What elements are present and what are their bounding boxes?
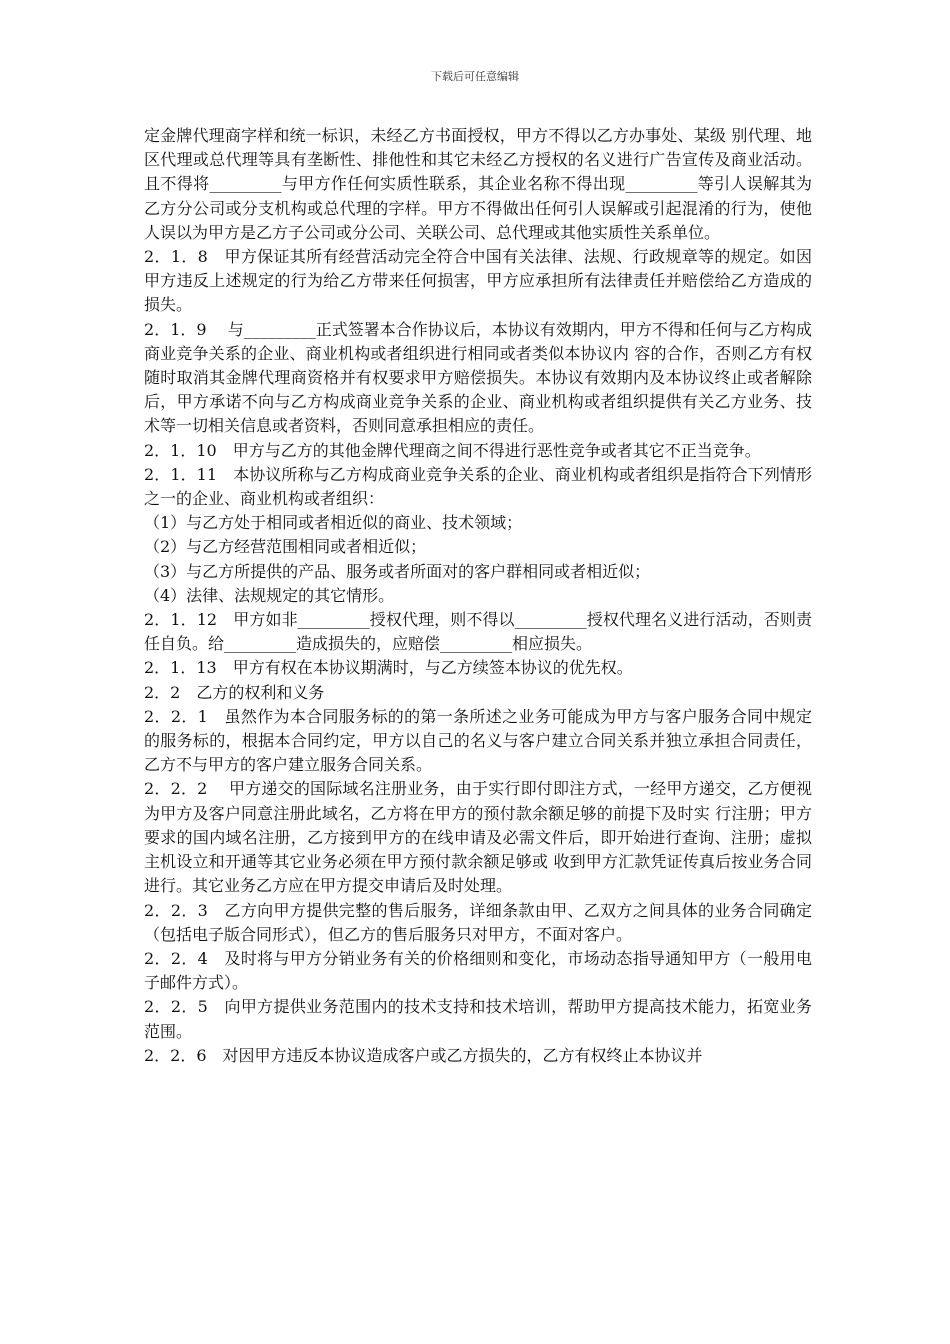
clause-2-1-8: 2．1．8 甲方保证其所有经营活动完全符合中国有关法律、法规、行政规章等的规定。如因甲方违反上述规定的行为给乙方带来任何损害，甲方应承担所有法律责任并赔偿给乙方造成的损失。 [144,247,812,315]
clause-2-2-6: 2．2．6 对因甲方违反本协议造成客户或乙方损失的，乙方有权终止本协议并 [144,1045,703,1065]
list-item-4: （4）法律、法规规定的其它情形。 [144,585,395,605]
clause-2-1-9: 2．1．9 与_________正式签署本合作协议后，本协议有效期内，甲方不得和任何与乙方构成商业竞争关系的企业、商业机构或者组织进行相同或者类似本协议内 容的合作，否则乙方有权随时取消其金牌代理商资格并有权要求甲方赔偿损失。本协议有效期内及本协议终止或者解除后，甲方承诺不向与乙方构成商业竞争关系的企业、商业机构或者组织提供有关乙方业务、技术等一切相关信息或者资料，否则同意承担相应的责任。 [144,319,812,436]
section-2-2-heading: 2．2 乙方的权利和义务 [144,682,325,702]
document-body [144,124,812,1068]
clause-2-1-11: 2．1．11 本协议所称与乙方构成商业竞争关系的企业、商业机构或者组织是指符合下列情形之一的企业、商业机构或者组织： [144,464,812,509]
clause-2-1-13: 2．1．13 甲方有权在本协议期满时，与乙方续签本协议的优先权。 [144,658,633,678]
clause-2-2-4: 2．2．4 及时将与甲方分销业务有关的价格细则和变化，市场动态指导通知甲方（一般用电子邮件方式）。 [144,948,812,993]
paragraph: 定金牌代理商字样和统一标识，未经乙方书面授权，甲方不得以乙方办事处、某级 别代理、地区代理或总代理等具有垄断性、排他性和其它未经乙方授权的名义进行广告宣传及商业活动。且不得将_________与甲方作任何实质性联系，其企业名称不得出现_________等引人误解其为乙方分公司或分支机构或总代理的字样。甲方不得做出任何引人误解或引起混淆的行为，使他人误以为甲方是乙方子公司或分公司、关联公司、总代理或其他实质性关系单位。 [144,126,812,242]
clause-2-2-2: 2．2．2 甲方递交的国际域名注册业务，由于实行即付即注方式，一经甲方递交，乙方便视为甲方及客户同意注册此域名，乙方将在甲方的预付款余额足够的前提下及时实 行注册；甲方要求的国内域名注册，乙方接到甲方的在线申请及必需文件后，即开始进行查询、注册；虚拟主机设立和开通等其它业务必须在甲方预付款余额足够或 收到甲方汇款凭证传真后按业务合同进行。其它业务乙方应在甲方提交申请后及时处理。 [144,779,812,896]
clause-2-1-10: 2．1．10 甲方与乙方的其他金牌代理商之间不得进行恶性竞争或者其它不正当竞争。 [144,440,761,460]
list-item-2: （2）与乙方经营范围相同或者相近似； [144,537,427,557]
list-item-1: （1）与乙方处于相同或者相近似的商业、技术领域； [144,513,523,533]
header-note: 下载后可任意编辑 [431,70,519,83]
clause-2-2-5: 2．2．5 向甲方提供业务范围内的技术支持和技术培训，帮助甲方提高技术能力，拓宽业务范围。 [144,997,812,1041]
list-item-3: （3）与乙方所提供的产品、服务或者所面对的客户群相同或者相近似； [144,561,651,581]
clause-2-2-1: 2．2．1 虽然作为本合同服务标的的第一条所述之业务可能成为甲方与客户服务合同中规定的服务标的，根据本合同约定，甲方以自己的名义与客户建立合同关系并独立承担合同责任，乙方不与甲方的客户建立服务合同关系。 [144,706,812,775]
clause-2-1-12: 2．1．12 甲方如非_________授权代理，则不得以_________授权代理名义进行活动，否则责任自负。给_________造成损失的，应赔偿_________相应损失。 [144,610,812,654]
clause-2-2-3: 2．2．3 乙方向甲方提供完整的售后服务，详细条款由甲、乙双方之间具体的业务合同确定（包括电子版合同形式），但乙方的售后服务只对甲方，不面对客户。 [144,900,812,944]
